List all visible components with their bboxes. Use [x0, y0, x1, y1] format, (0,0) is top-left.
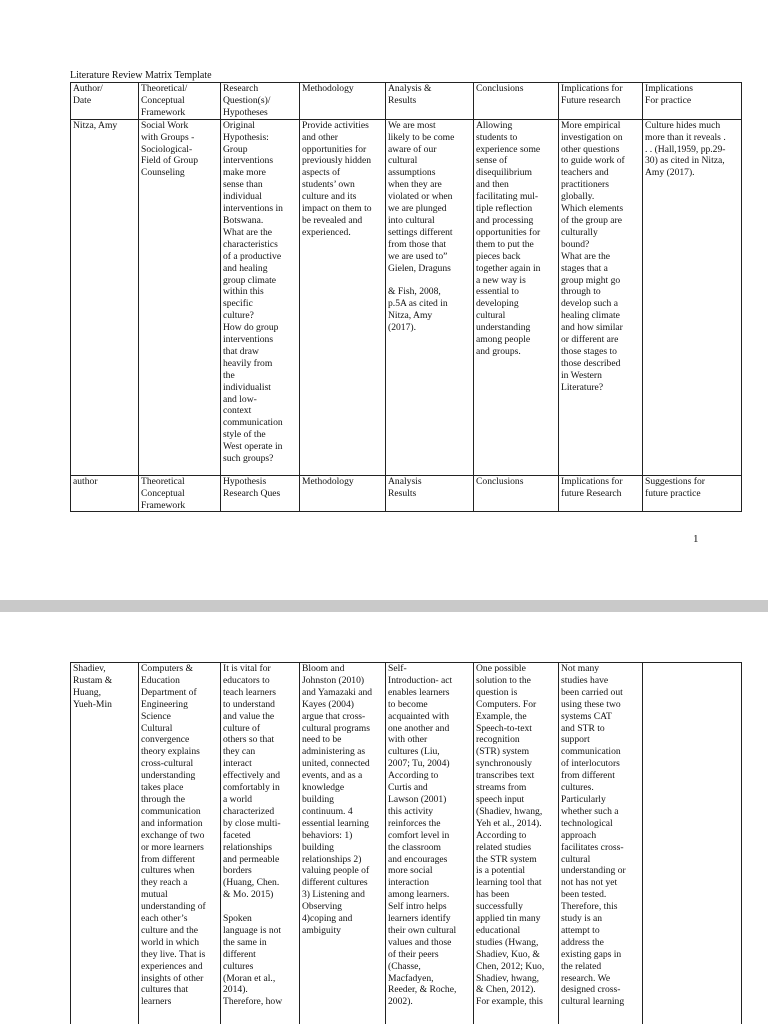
header-cell-conclusions: Conclusions [474, 83, 559, 120]
header-cell-future-research: Implications for Future research [559, 83, 643, 120]
table-cell: Nitza, Amy [71, 119, 139, 475]
table-row [71, 663, 742, 1024]
document-page-2 [0, 612, 768, 1024]
header-cell-practice: Implications For practice [643, 83, 742, 120]
table-cell: Original Hypothesis: Group interventions make more sense than individual interventions in Botswana. What are the characteristics of a productive and healing group climate within this specific culture? How do group interventions that draw heavily from the individualist and low- context communication style of the West operate in such groups? [221, 119, 300, 475]
table-cell: Shadiev, Rustam & Huang, Yueh-Min [71, 663, 139, 1024]
literature-review-matrix-table-continued [70, 662, 742, 1024]
table-cell: Methodology [300, 475, 386, 512]
table-header-row [71, 83, 742, 120]
header-cell-author: Author/ Date [71, 83, 139, 120]
table-cell: Provide activities and other opportunities for previously hidden aspects of students’ own culture and its impact on them to be revealed and experienced. [300, 119, 386, 475]
table-cell [643, 663, 742, 1024]
table-row [71, 119, 742, 475]
header-cell-methodology: Methodology [300, 83, 386, 120]
table-cell: Suggestions for future practice [643, 475, 742, 512]
header-cell-questions: Research Question(s)/ Hypotheses [221, 83, 300, 120]
table-cell: Allowing students to experience some sense of disequilibrium and then facilitating mul- tiple reflection and processing opportunities for them to put the pieces back together again in a new way is essential to developing cultural understanding among people and groups. [474, 119, 559, 475]
table-cell: More empirical investigation on other questions to guide work of teachers and practitioners globally. Which elements of the group are culturally bound? What are the stages that a group might go through to develop such a healing climate and how similar or different are those stages to those described in Western Literature? [559, 119, 643, 475]
table-cell: Not many studies have been carried out using these two systems CAT and STR to support communication of interlocutors from different cultures. Particularly whether such a technological approach facilitates cross- cultural understanding or not has not yet been tested. Therefore, this study is an attempt to address the existing gaps in the related research. We designed cross- cultural learning [559, 663, 643, 1024]
table-cell: Conclusions [474, 475, 559, 512]
matrix-title: Literature Review Matrix Template [70, 70, 212, 81]
table-cell: We are most likely to be come aware of our cultural assumptions when they are violated or when we are plunged into cultural settings different from those that we are used to” Gielen, Draguns & Fish, 2008, p.5A as cited in Nitza, Amy (2017). [386, 119, 474, 475]
page-number: 1 [693, 533, 699, 545]
table-cell: Social Work with Groups - Sociological- Field of Group Counseling [139, 119, 221, 475]
header-cell-analysis: Analysis & Results [386, 83, 474, 120]
table-cell: Culture hides much more than it reveals . . . (Hall,1959, pp.29- 30) as cited in Nitza, Amy (2017). [643, 119, 742, 475]
header-cell-framework: Theoretical/ Conceptual Framework [139, 83, 221, 120]
table-row [71, 475, 742, 512]
table-cell: It is vital for educators to teach learners to understand and value the culture of others so that they can interact effectively and comfortably in a world characterized by close multi- faceted relationships and permeable borders (Huang, Chen. & Mo. 2015) Spoken language is not the same in different cultures (Moran et al., 2014). Therefore, how [221, 663, 300, 1024]
table-cell: Implications for future Research [559, 475, 643, 512]
literature-review-matrix-table [70, 82, 742, 512]
table-cell: author [71, 475, 139, 512]
table-cell: Hypothesis Research Ques [221, 475, 300, 512]
table-cell: Computers & Education Department of Engineering Science Cultural convergence theory explains cross-cultural understanding takes place through the communication and information exchange of two or more learners from different cultures when they reach a mutual understanding of each other’s culture and the world in which they live. That is experiences and insights of other cultures that learners [139, 663, 221, 1024]
table-cell: One possible solution to the question is Computers. For Example, the Speech-to-text recognition (STR) system synchronously transcribes text streams from speech input (Shadiev, hwang, Yeh et al., 2014). According to related studies the STR system is a potential learning tool that has been successfully applied tin many educational studies (Hwang, Shadiev, Kuo, & Chen, 2012; Kuo, Shadiev, hwang, & Chen, 2012). For example, this [474, 663, 559, 1024]
table-cell: Analysis Results [386, 475, 474, 512]
table-cell: Self- Introduction- act enables learners to become acquainted with one another and with other cultures (Liu, 2007; Tu, 2004) According to Curtis and Lawson (2001) this activity reinforces the comfort level in the classroom and encourages more social interaction among learners. Self intro helps learners identify their own cultural values and those of their peers (Chasse, Macfadyen, Reeder, & Roche, 2002). [386, 663, 474, 1024]
table-cell: Theoretical Conceptual Framework [139, 475, 221, 512]
table-cell: Bloom and Johnston (2010) and Yamazaki and Kayes (2004) argue that cross- cultural programs need to be administering as united, connected events, and as a knowledge building continuum. 4 essential learning behaviors: 1) building relationships 2) valuing people of different cultures 3) Listening and Observing 4)coping and ambiguity [300, 663, 386, 1024]
